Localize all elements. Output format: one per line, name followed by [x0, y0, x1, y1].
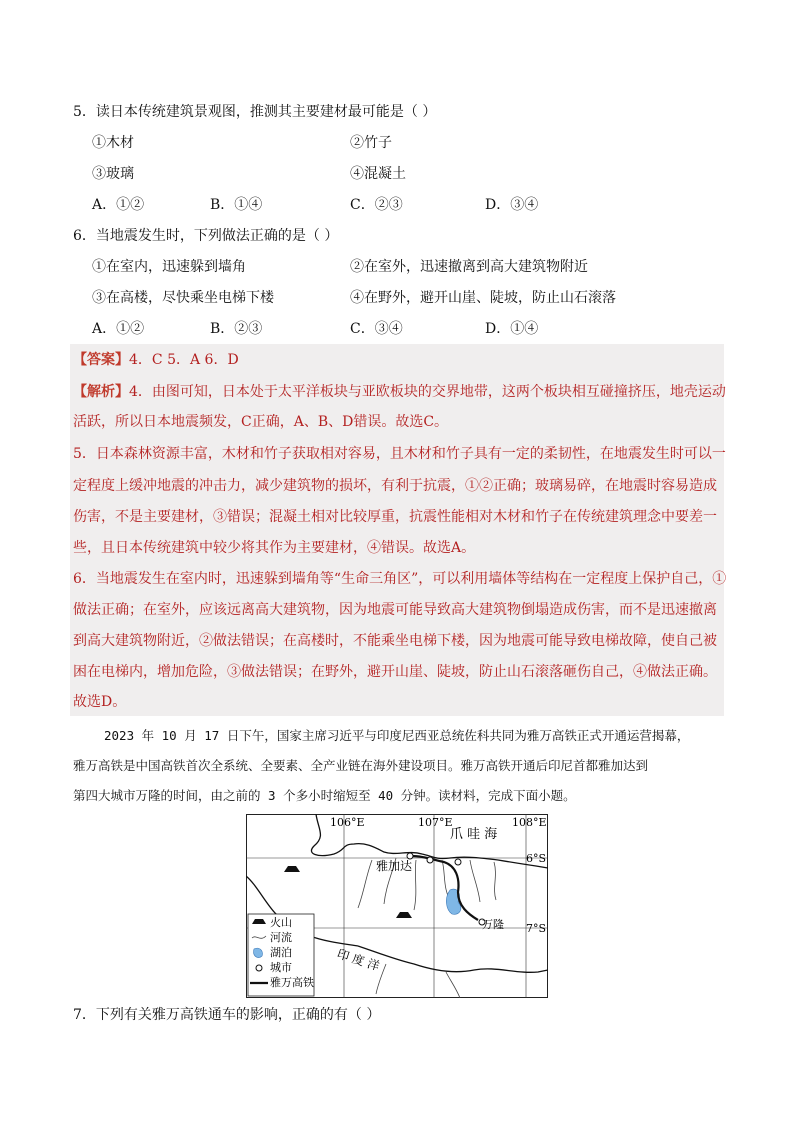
- q5-choice-d: D．③④: [485, 197, 539, 213]
- q5-option-2: ②竹子: [350, 135, 392, 151]
- analysis-line-7: 6．当地震发生在室内时，迅速躲到墙角等“生命三角区”，可以利用墙体等结构在一定程度上保护自己，①: [73, 571, 727, 587]
- q5-choice-b: B．①④: [210, 197, 263, 213]
- city-label-jakarta: 雅加达: [376, 859, 413, 873]
- legend-city: 城市: [270, 961, 292, 974]
- q5-choice-c: C．②③: [350, 197, 403, 213]
- analysis-line-10: 困在电梯内，增加危险，③做法错误；在野外，避开山崖、陡坡，防止山石滚落砸伤自己，④做法正确。: [73, 664, 717, 680]
- material-line-2: 雅万高铁是中国高铁首次全系统、全要素、全产业链在海外建设项目。雅万高铁开通后印尼首都雅加达到: [73, 758, 649, 773]
- q6-choice-d: D．①④: [485, 321, 539, 337]
- lon-label-108: 108°E: [512, 816, 547, 829]
- q6-option-1: ①在室内，迅速躲到墙角: [92, 259, 246, 275]
- city-marker: [455, 859, 461, 865]
- analysis-line-8: 做法正确；在室外，应该远离高大建筑物，因为地震可能导致高大建筑物倒塌造成伤害，而不是迅速撤离: [73, 602, 717, 618]
- q6-choice-c: C．③④: [350, 321, 403, 337]
- analysis-line-9: 到高大建筑物附近，②做法错误；在高楼时，不能乘坐电梯下楼，因为地震可能导致电梯故障，使自己被: [73, 633, 717, 649]
- indian-ocean-label: 印 度 洋: [335, 946, 382, 974]
- lon-label-107: 107°E: [418, 816, 453, 829]
- analysis-line-6: 些，且日本传统建筑中较少将其作为主要建材，④错误。故选A。: [73, 540, 476, 556]
- analysis-line-11: 故选D。: [73, 694, 127, 710]
- lon-label-106: 106°E: [330, 816, 365, 829]
- analysis-line-5: 伤害，不是主要建材，③错误；混凝土相对比较厚重，抗震性能相对木材和竹子在传统建筑理念中要差一: [73, 509, 717, 525]
- material-line-1: 2023 年 10 月 17 日下午，国家主席习近平与印度尼西亚总统佐科共同为雅万高铁正式开通运营揭幕，: [104, 728, 690, 743]
- analysis-line-4: 定程度上缓冲地震的冲击力，减少建筑物的损坏，有利于抗震，①②正确；玻璃易碎，在地震时容易造成: [73, 478, 717, 494]
- legend-river: 河流: [270, 931, 292, 944]
- q6-option-4: ④在野外，避开山崖、陡坡，防止山石滚落: [350, 290, 616, 306]
- analysis-tag: 【解析】: [73, 384, 129, 400]
- legend-volcano: 火山: [270, 916, 292, 929]
- answer-tag: 【答案】: [73, 352, 129, 368]
- city-icon: [256, 965, 262, 971]
- question-6-stem: 6．当地震发生时，下列做法正确的是（ ）: [73, 228, 339, 244]
- question-5-stem: 5．读日本传统建筑景观图，推测其主要建材最可能是（ ）: [73, 104, 437, 120]
- q6-choice-b: B．②③: [210, 321, 263, 337]
- q5-option-1: ①木材: [92, 135, 134, 151]
- analysis-line-1: [73, 382, 726, 402]
- q6-choice-a: A．①②: [92, 321, 145, 337]
- q5-choice-a: A．①②: [92, 197, 145, 213]
- city-label-bandung: 万隆: [482, 918, 504, 931]
- answer-text: 4．C 5．A 6．D: [129, 352, 239, 368]
- java-sea-label: 爪 哇 海: [450, 827, 498, 842]
- analysis-line-2: 活跃，所以日本地震频发，C正确，A、B、D错误。故选C。: [73, 414, 449, 430]
- lat-label-6s: 6°S: [526, 852, 547, 865]
- q5-option-4: ④混凝土: [350, 166, 406, 182]
- question-7-stem: 7．下列有关雅万高铁通车的影响，正确的有（ ）: [73, 1007, 381, 1023]
- lat-label-7s: 7°S: [526, 922, 547, 935]
- legend-lake: 湖泊: [270, 946, 292, 959]
- answer-line: [73, 350, 239, 370]
- q6-option-2: ②在室外，迅速撤离到高大建筑物附近: [350, 259, 588, 275]
- city-marker: [427, 857, 433, 863]
- q5-option-3: ③玻璃: [92, 166, 134, 182]
- jakarta-bandung-map: [246, 814, 548, 998]
- q6-option-3: ③在高楼，尽快乘坐电梯下楼: [92, 290, 274, 306]
- analysis-text: 4．由图可知，日本处于太平洋板块与亚欧板块的交界地带，这两个板块相互碰撞挤压，地壳运动: [129, 384, 726, 400]
- analysis-line-3: 5．日本森林资源丰富，木材和竹子获取相对容易，且木材和竹子具有一定的柔韧性，在地震发生时可以一: [73, 446, 726, 462]
- legend-railway: 雅万高铁: [270, 976, 314, 989]
- material-line-3: 第四大城市万隆的时间，由之前的 3 个多小时缩短至 40 分钟。读材料，完成下面小题。: [73, 788, 576, 803]
